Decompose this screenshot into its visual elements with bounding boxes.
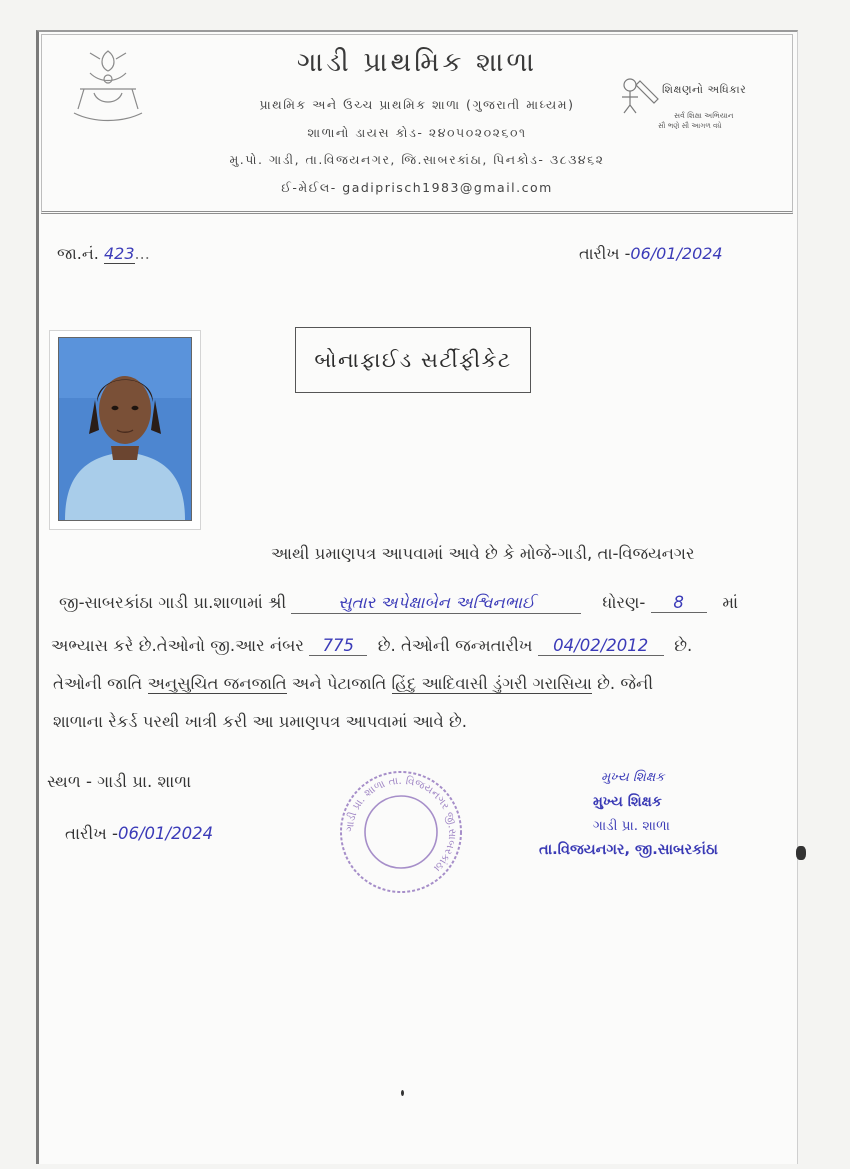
birth-date: 04/02/2012 [538,636,664,656]
signatory-title: મુખ્ય શિક્ષક [593,794,662,810]
pencil-child-icon [614,73,660,117]
footer-date [65,824,213,844]
certificate-title: બોનાફાઈડ સર્ટીફીકેટ [295,327,531,393]
rte-logo [614,73,784,143]
certificate-line-2 [59,593,738,614]
line4-suffix: છે. જેની [597,674,654,693]
reference-number-label: જા.નં. [57,244,99,263]
signatory-school: ગાડી પ્રા. શાળા [593,818,670,834]
student-photo-frame [49,330,201,530]
certificate-line-1: આથી પ્રમાણપત્ર આપવામાં આવે છે કે મોજે-ગાડી, તા-વિજયનગર [271,544,695,563]
caste: અનુસુચિત જનજાતિ [147,674,287,693]
scan-speck [401,1090,404,1096]
sub-caste: હિંદુ આદિવાસી ડુંગરી ગરાસિયા [391,674,592,693]
line2-suffix: માં [722,593,739,612]
standard-label: ધોરણ- [602,593,646,612]
dise-code: શાળાનો ડાયસ કોડ- ૨૪૦૫૦૨૦૨૬૦૧ [307,125,527,140]
line3-mid: છે. તેઓની જન્મતારીખ [377,636,533,655]
rte-logo-line2: સૌ ભણે સૌ આગળ વધે [658,122,722,130]
line4-prefix: તેઓની જાતિ [53,674,143,693]
headmaster-signature-block [509,770,769,890]
signatory-address: તા.વિજયનગર, જી.સાબરકાંઠા [539,842,718,858]
place-label: સ્થળ - ગાડી પ્રા. શાળા [47,772,192,791]
reference-date-label: તારીખ - [579,244,631,263]
line4-mid: અને પેટાજાતિ [291,674,387,693]
svg-text:ગાડી પ્રા. શાળા તા. વિજયનગર જી [344,774,458,874]
student-name: સુતાર અપેક્ષાબેન અશ્વિનભાઈ [291,593,581,614]
letterhead [41,34,793,214]
reference-number: જા.નં. 423... [57,244,150,263]
school-address: મુ.પો. ગાડી, તા.વિજયનગર, જિ.સાબરકાંઠા, પિનકોડ- ૩૮૩૪૬૨ [229,152,605,167]
line3-suffix: છે. [674,636,693,655]
line3-prefix: અભ્યાસ કરે છે.તેઓનો જી.આર નંબર [51,636,304,655]
footer-date-label: તારીખ - [65,824,118,843]
school-stamp-icon [337,768,465,896]
line2-prefix: જી-સાબરકાંઠા ગાડી પ્રા.શાળામાં શ્રી [59,593,287,612]
school-name: ગાડી પ્રાથમિક શાળા [296,47,538,78]
certificate-line-5: શાળાના રેકર્ડ પરથી ખાત્રી કરી આ પ્રમાણપત્ર આપવામાં આવે છે. [53,712,468,731]
reference-date-value: 06/01/2024 [630,244,723,263]
stamp-text: ગાડી પ્રા. શાળા તા. વિજયનગર જી.સાબરકાંઠા [343,774,459,874]
certificate-page [36,30,798,1164]
school-subtitle: પ્રાથમિક અને ઉચ્ચ પ્રાથમિક શાળા (ગુજરાતી માધ્યમ) [259,97,575,112]
certificate-line-3 [51,636,692,656]
gr-number: 775 [309,636,367,656]
rte-logo-title: શિક્ષણનો અધિકાર [662,83,747,96]
certificate-line-4 [53,674,653,694]
student-photo [58,337,192,521]
standard-value: 8 [651,593,707,613]
reference-number-value: 423 [103,244,135,263]
rte-logo-line1: સર્વ શિક્ષા અભિયાન [674,111,734,120]
school-email: ઈ-મેઈલ- gadiprisch1983@gmail.com [281,180,553,195]
scan-mark [796,846,806,860]
footer-date-value: 06/01/2024 [118,824,214,843]
reference-date [579,244,723,264]
signature: મુખ્ય શિક્ષક [601,770,665,785]
